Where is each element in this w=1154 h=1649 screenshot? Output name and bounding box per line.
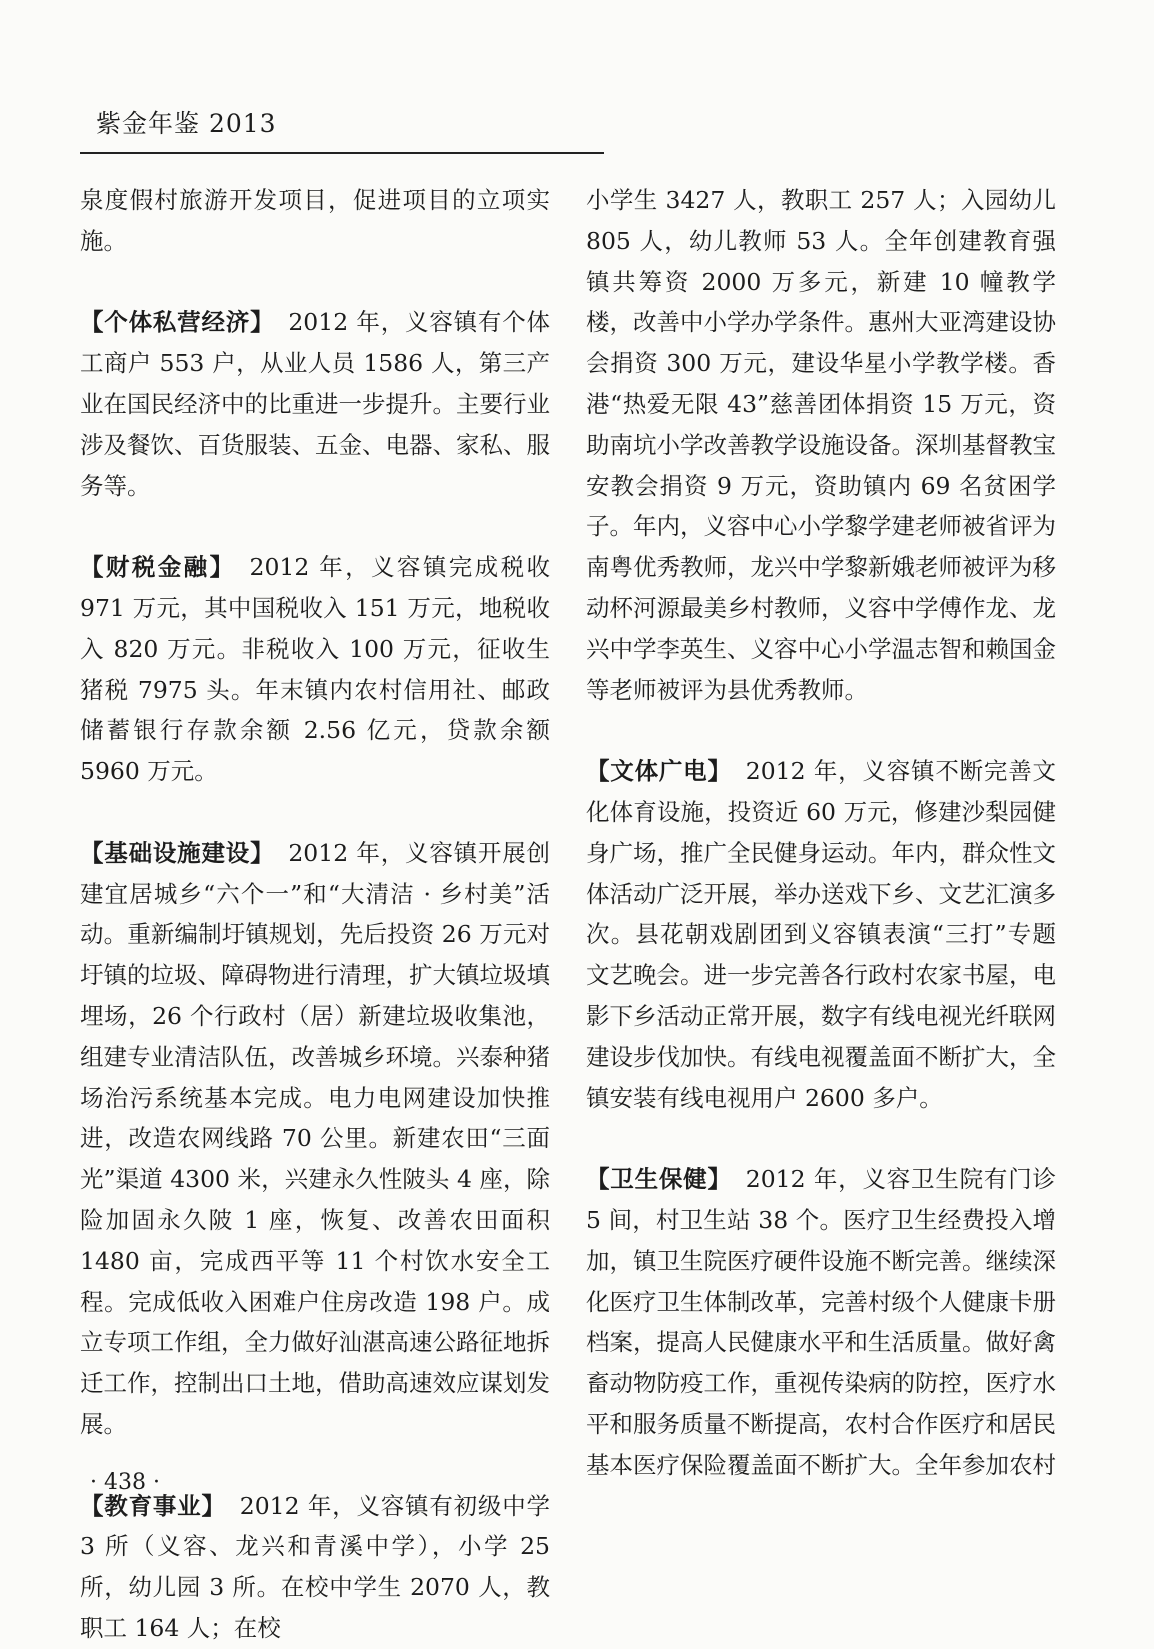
- section-body: 2012 年，义容镇有个体工商户 553 户，从业人员 1586 人，第三产业在国民经济中的比重进一步提升。主要行业涉及餐饮、百货服装、五金、电器、家私、服务等。: [80, 308, 550, 500]
- section-heading: 【财税金融】: [80, 553, 236, 582]
- yearbook-title: 紫金年鉴 2013: [96, 109, 277, 138]
- left-column: [80, 180, 550, 1649]
- section-heading: 【个体私营经济】: [80, 308, 275, 337]
- section-finance-tax: [80, 547, 550, 792]
- section-infrastructure: [80, 833, 550, 1445]
- section-body: 2012 年，义容镇完成税收 971 万元，其中国税收入 151 万元，地税收入 820 万元。非税收入 100 万元，征收生猪税 7975 头。年末镇内农村信用社、邮政储蓄银行存款余额 2.56 亿元，贷款余额 5960 万元。: [80, 553, 551, 786]
- page-number: · 438 ·: [90, 1470, 160, 1495]
- section-education: [80, 1486, 550, 1649]
- section-body: 2012 年，义容镇开展创建宜居城乡“六个一”和“大清洁 · 乡村美”活动。重新编制圩镇规划，先后投资 26 万元对圩镇的垃圾、障碍物进行清理，扩大镇垃圾填埋场，26 个行政村（居）新建垃圾收集池，组建专业清洁队伍，改善城乡环境。兴泰种猪场治污系统基本完成。电力电网建设加快推进，改造农网线路 70 公里。新建农田“三面光”渠道 4300 米，兴建永久性陂头 4 座，除险加固永久陂 1 座，恢复、改善农田面积 1480 亩，完成西平等 11 个村饮水安全工程。完成低收入困难户住房改造 198 户。成立专项工作组，全力做好汕湛高速公路征地拆迁工作，控制出口土地，借助高速效应谋划发展。: [80, 838, 550, 1438]
- right-column: [586, 180, 1056, 1486]
- running-header: [80, 104, 604, 154]
- section-heading: 【文体广电】: [586, 757, 732, 786]
- section-heading: 【教育事业】: [80, 1491, 226, 1520]
- header-rule: [80, 152, 604, 154]
- section-heading: 【基础设施建设】: [80, 838, 275, 867]
- section-body: 2012 年，义容镇不断完善文化体育设施，投资近 60 万元，修建沙梨园健身广场，推广全民健身运动。年内，群众性文体活动广泛开展，举办送戏下乡、文艺汇演多次。县花朝戏剧团到义容镇表演“三打”专题文艺晚会。进一步完善各行政村农家书屋，电影下乡活动正常开展，数字有线电视光纤联网建设步伐加快。有线电视覆盖面不断扩大，全镇安装有线电视用户 2600 多户。: [586, 757, 1057, 1112]
- section-heading: 【卫生保健】: [586, 1165, 732, 1194]
- section-health-care: [586, 1159, 1056, 1485]
- section-private-economy: [80, 302, 550, 506]
- continued-paragraph: 小学生 3427 人，教职工 257 人；入园幼儿 805 人，幼儿教师 53 人。全年创建教育强镇共筹资 2000 万多元，新建 10 幢教学楼，改善中小学办学条件。惠州大亚湾建设协会捐资 300 万元，建设华星小学教学楼。香港“热爱无限 43”慈善团体捐资 15 万元，资助南坑小学改善教学设施设备。深圳基督教宝安教会捐资 9 万元，资助镇内 69 名贫困学子。年内，义容中心小学黎学建老师被省评为南粤优秀教师，龙兴中学黎新娥老师被评为移动杯河源最美乡村教师，义容中学傅作龙、龙兴中学李英生、义容中心小学温志智和赖国金等老师被评为县优秀教师。: [586, 186, 1056, 704]
- section-body: 2012 年，义容镇有初级中学 3 所（义容、龙兴和青溪中学），小学 25 所，幼儿园 3 所。在校中学生 2070 人，教职工 164 人；在校: [80, 1491, 551, 1642]
- section-culture-sports-broadcast: [586, 751, 1056, 1118]
- section-body: 2012 年，义容卫生院有门诊 5 间，村卫生站 38 个。医疗卫生经费投入增加，镇卫生院医疗硬件设施不断完善。继续深化医疗卫生体制改革，完善村级个人健康卡册档案，提高人民健康水平和生活质量。做好禽畜动物防疫工作，重视传染病的防控，医疗水平和服务质量不断提高，农村合作医疗和居民基本医疗保险覆盖面不断扩大。全年参加农村: [586, 1165, 1057, 1479]
- continued-paragraph: 泉度假村旅游开发项目，促进项目的立项实施。: [80, 186, 550, 255]
